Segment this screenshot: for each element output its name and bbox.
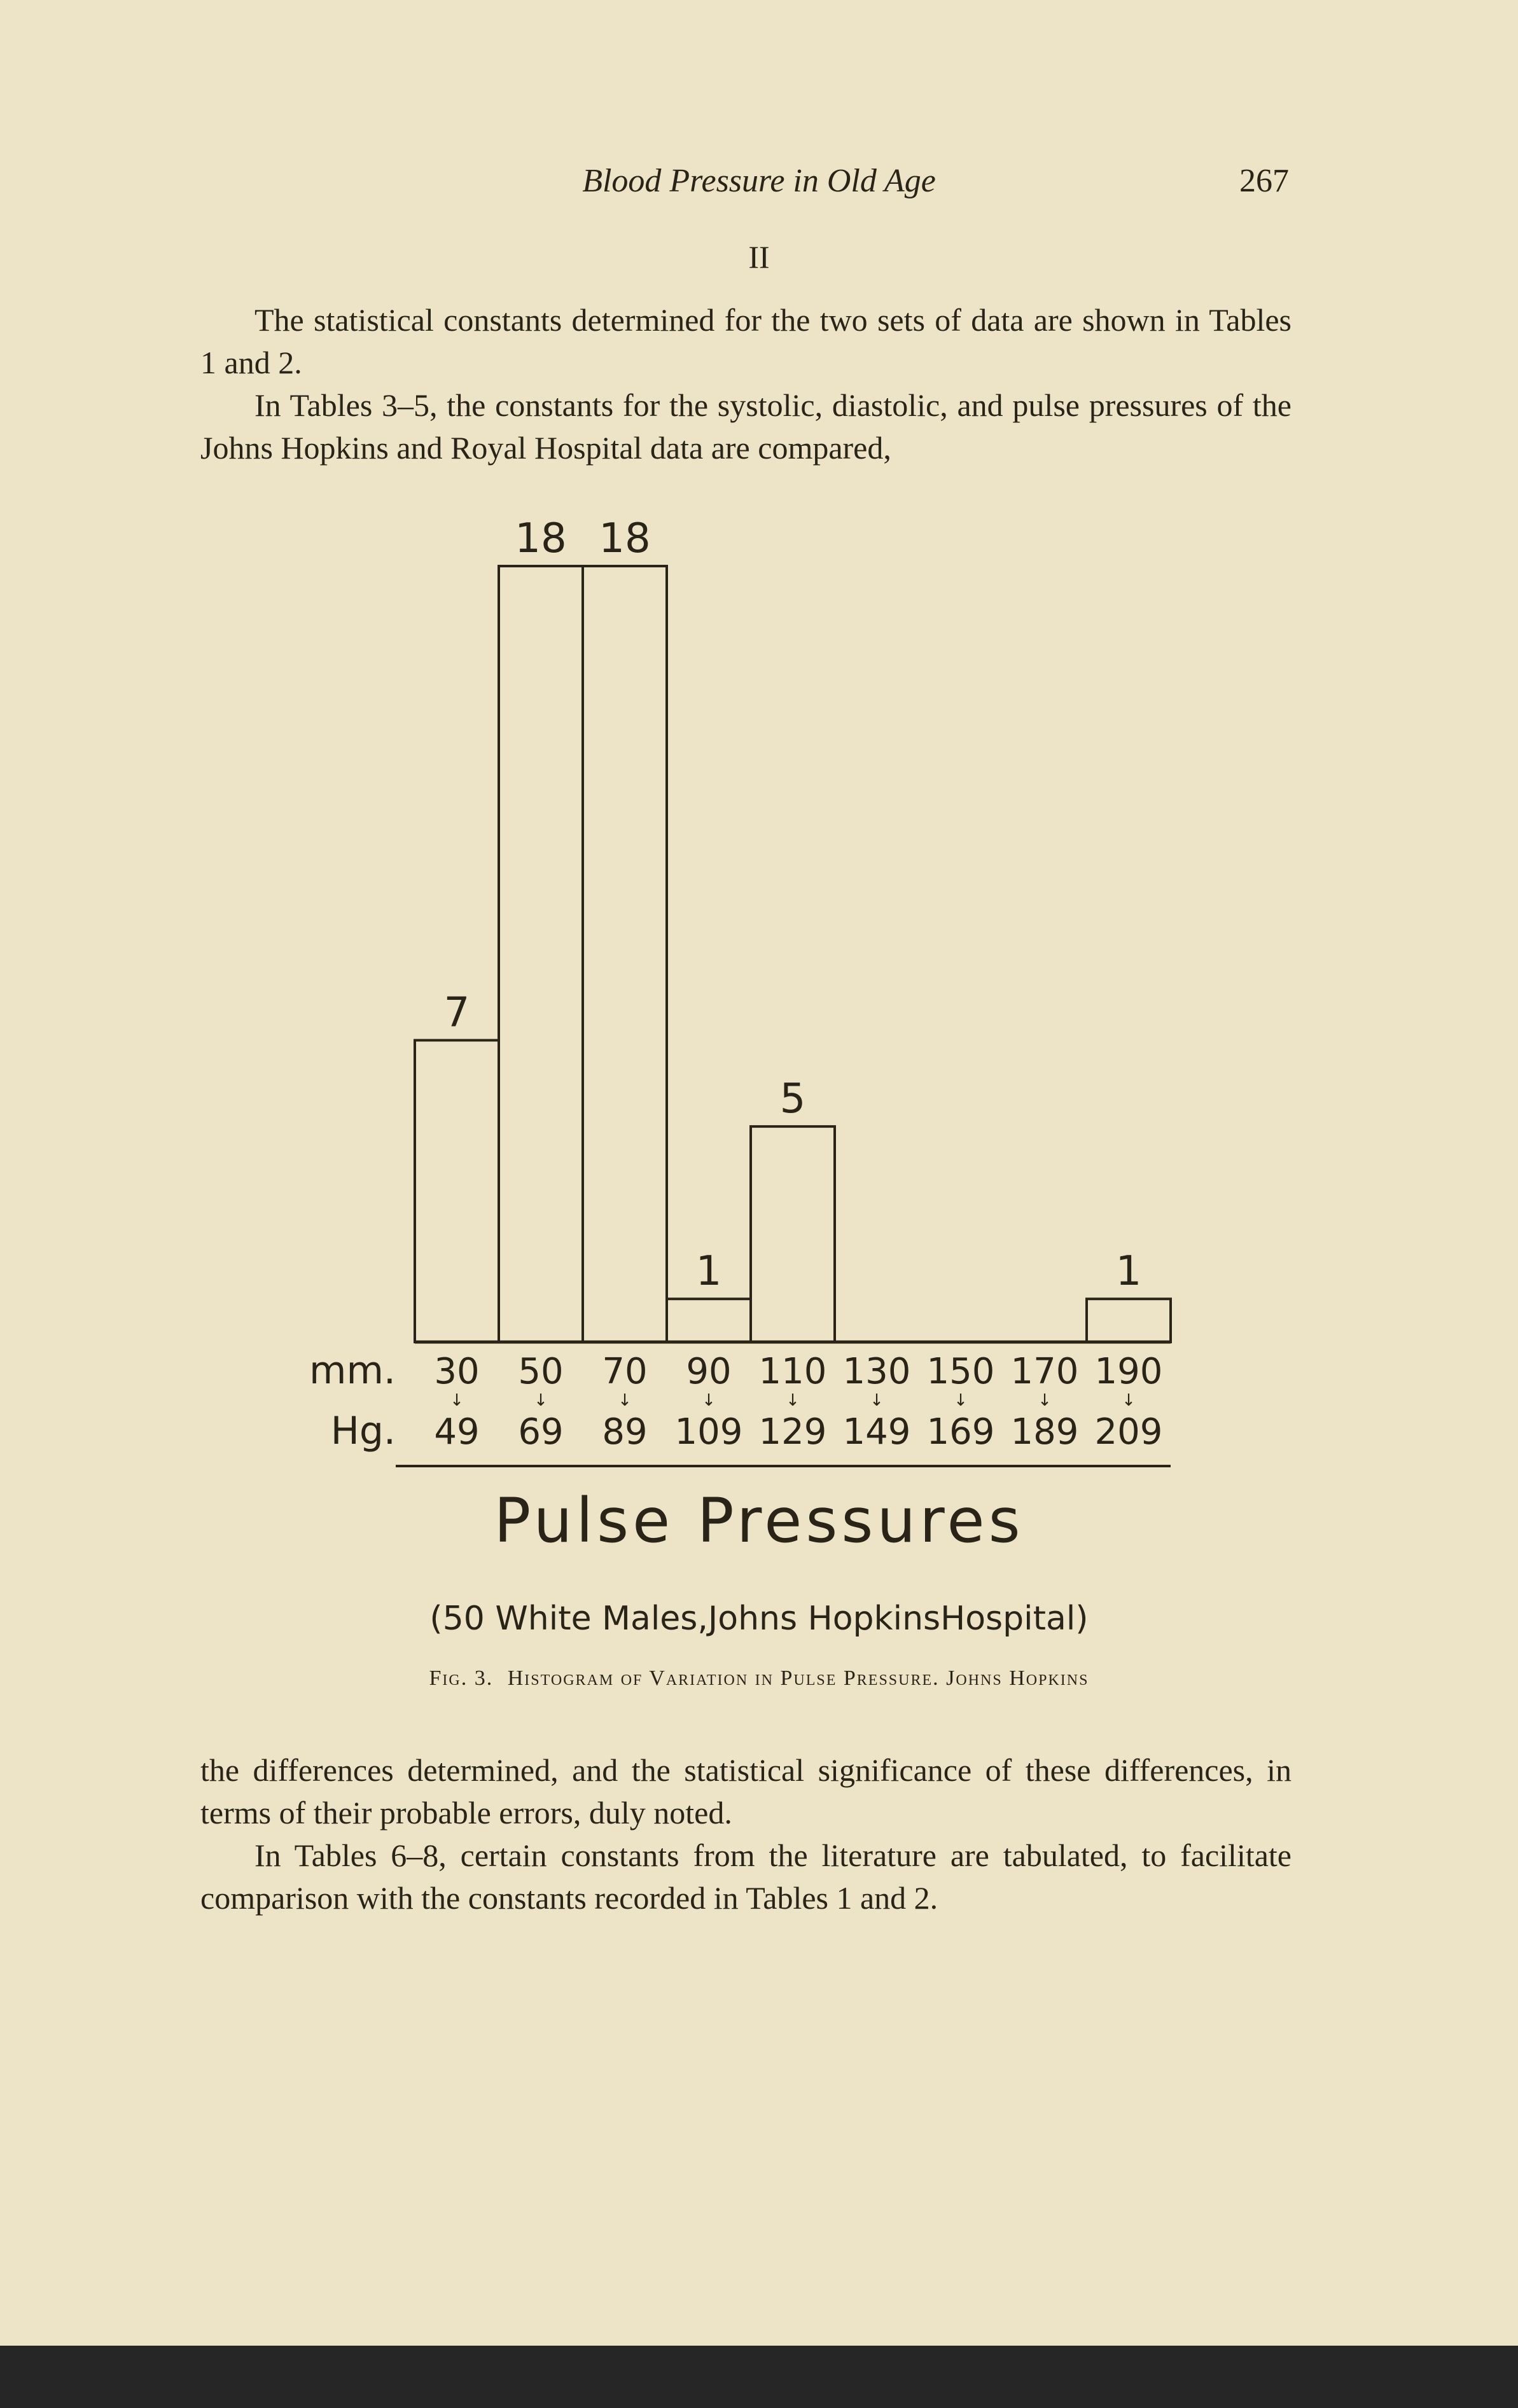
category-arrow-icon: ↓ xyxy=(534,1391,548,1410)
histogram-bar xyxy=(415,1041,499,1342)
paragraph-4 xyxy=(200,1834,1292,1920)
histogram-figure xyxy=(0,490,1518,1698)
scan-border xyxy=(0,2346,1518,2408)
bar-value-label: 18 xyxy=(515,515,567,562)
paragraph-2-text: In Tables 3–5, the constants for the systolic, diastolic, and pulse pressures of the Johns Hopkins and Royal Hospital data are compared, xyxy=(200,387,1292,466)
histogram-bar xyxy=(499,566,583,1342)
category-high-label: 89 xyxy=(602,1411,648,1453)
category-high-label: 109 xyxy=(674,1411,743,1453)
bar-value-label: 18 xyxy=(599,515,651,562)
category-high-label: 169 xyxy=(926,1411,995,1453)
category-high-label: 209 xyxy=(1094,1411,1163,1453)
category-arrow-icon: ↓ xyxy=(1122,1391,1136,1410)
bars-layer xyxy=(415,566,1171,1342)
category-high-label: 129 xyxy=(758,1411,827,1453)
category-arrow-icon: ↓ xyxy=(702,1391,716,1410)
category-high-label: 149 xyxy=(842,1411,911,1453)
paragraph-3-text: the differences determined, and the statistical significance of these differences, in terms of their probable errors, duly noted. xyxy=(200,1752,1292,1830)
paragraph-4-text: In Tables 6–8, certain constants from the literature are tabulated, to facilitate comparison with the constants recorded in Tables 1 and 2. xyxy=(200,1837,1292,1916)
category-high-label: 49 xyxy=(434,1411,480,1453)
category-low-label: 70 xyxy=(602,1351,648,1392)
running-head xyxy=(0,162,1518,207)
category-high-label: 189 xyxy=(1010,1411,1079,1453)
category-low-label: 190 xyxy=(1094,1351,1163,1392)
category-low-label: 90 xyxy=(686,1351,732,1392)
axis-unit-label-hg: Hg. xyxy=(330,1409,396,1453)
bar-value-label: 1 xyxy=(1115,1248,1142,1296)
histogram-bar xyxy=(751,1126,835,1342)
running-title: Blood Pressure in Old Age xyxy=(582,163,936,199)
category-arrow-icon: ↓ xyxy=(1038,1391,1052,1410)
category-low-label: 150 xyxy=(926,1351,995,1392)
category-low-label: 110 xyxy=(758,1351,827,1392)
category-low-label: 170 xyxy=(1010,1351,1079,1392)
category-low-label: 50 xyxy=(518,1351,564,1392)
figure-caption-text: Histogram of Variation in Pulse Pressure. Johns Hopkins xyxy=(507,1666,1089,1690)
category-arrow-icon: ↓ xyxy=(954,1391,968,1410)
page-number: 267 xyxy=(1239,163,1289,199)
category-arrow-icon: ↓ xyxy=(786,1391,800,1410)
category-low-label: 130 xyxy=(842,1351,911,1392)
category-arrow-icon: ↓ xyxy=(450,1391,464,1410)
axis-unit-label-mm: mm. xyxy=(309,1348,396,1393)
section-numeral: II xyxy=(748,239,770,275)
axis-layer xyxy=(309,1342,1171,1466)
figure-caption xyxy=(0,1666,1518,1691)
figure-caption-number: Fig. 3. xyxy=(429,1666,494,1690)
paragraph-2 xyxy=(200,384,1292,469)
paragraph-1-text: The statistical constants determined for the two sets of data are shown in Tables 1 and 2. xyxy=(200,302,1292,380)
value-labels-layer xyxy=(444,515,1142,1295)
category-arrow-icon: ↓ xyxy=(870,1391,884,1410)
histogram-bar xyxy=(667,1299,751,1342)
category-high-label: 69 xyxy=(518,1411,564,1453)
figure-subtitle: (50 White Males,Johns HopkinsHospital) xyxy=(429,1600,1089,1638)
bar-value-label: 5 xyxy=(779,1076,806,1123)
histogram-chart xyxy=(0,490,1518,1482)
histogram-bar xyxy=(1087,1299,1171,1342)
histogram-bar xyxy=(583,566,667,1342)
paragraph-3 xyxy=(200,1749,1292,1834)
bar-value-label: 1 xyxy=(695,1248,722,1296)
category-low-label: 30 xyxy=(434,1351,480,1392)
paragraph-1 xyxy=(200,299,1292,384)
bar-value-label: 7 xyxy=(443,989,470,1037)
figure-title: Pulse Pressures xyxy=(494,1485,1024,1556)
category-arrow-icon: ↓ xyxy=(618,1391,632,1410)
